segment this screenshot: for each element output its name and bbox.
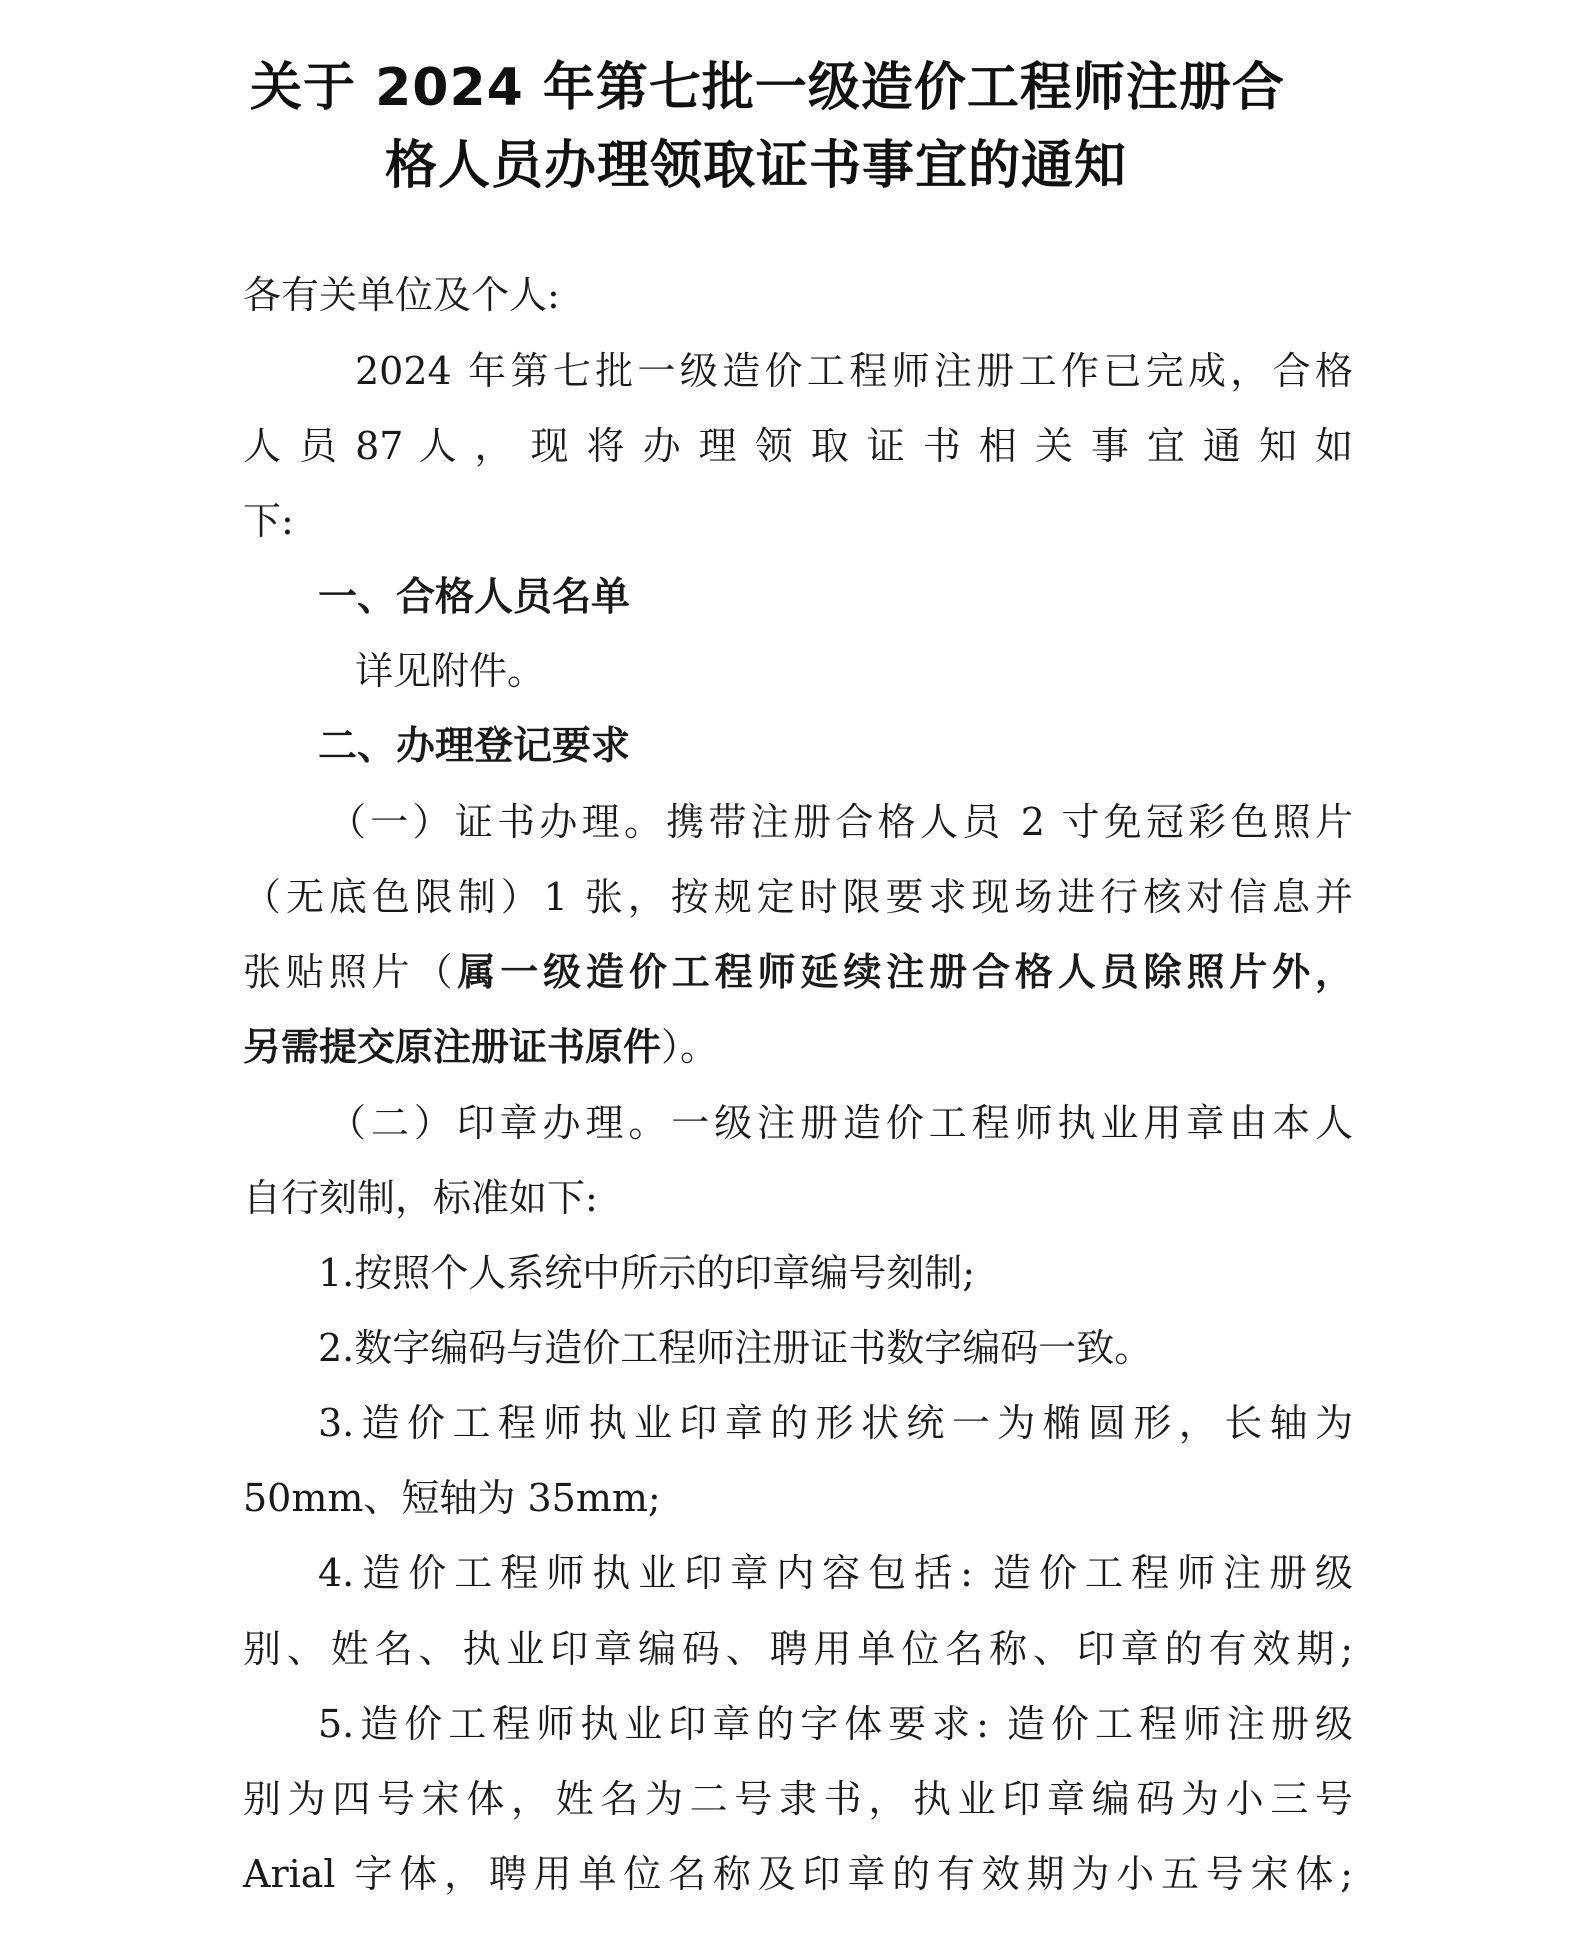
section-2-heading: 二、办理登记要求 [318,724,631,769]
item-1-line-4 [243,1025,1353,1069]
item-2-line-1: （二）印章办理。一级注册造价工程师执业用章由本人 [328,1101,1353,1145]
standard-2: 2.数字编码与造价工程师注册证书数字编码一致。 [318,1326,1153,1370]
section-1-body: 详见附件。 [355,649,546,693]
item-1-line-3-bold: 属一级造价工程师延续注册合格人员除照片外， [457,950,1353,994]
item-1-line-3-plain: 张贴照片（ [243,950,458,994]
document-title-line-1: 关于 2024 年第七批一级造价工程师注册合 [250,58,1285,118]
standard-4-line-1: 4.造价工程师执业印章内容包括: 造价工程师注册级 [318,1551,1353,1595]
item-1-line-4-bold: 另需提交原注册证书原件 [243,1025,662,1069]
standard-5-line-2: 别为四号宋体，姓名为二号隶书，执业印章编码为小三号 [243,1777,1353,1821]
standard-3-line-2: 50mm、短轴为 35mm; [243,1476,661,1520]
item-1-line-1: （一）证书办理。携带注册合格人员 2 寸免冠彩色照片 [328,800,1353,844]
item-2-line-2: 自行刻制，标准如下: [243,1176,598,1220]
intro-line-2: 人 员 87 人 ， 现 将 办 理 领 取 证 书 相 关 事 宜 通 知 如 [243,424,1353,468]
standard-3-line-1: 3.造价工程师执业印章的形状统一为椭圆形，长轴为 [318,1401,1353,1445]
document-title-line-2: 格人员办理领取证书事宜的通知 [385,136,1128,196]
standard-5-line-1: 5.造价工程师执业印章的字体要求: 造价工程师注册级 [318,1702,1353,1746]
intro-line-1: 2024 年第七批一级造价工程师注册工作已完成，合格 [355,349,1353,393]
standard-4-line-2: 别、姓名、执业印章编码、聘用单位名称、印章的有效期; [243,1627,1353,1671]
salutation: 各有关单位及个人: [243,273,560,317]
item-1-line-4-plain: ）。 [661,1025,719,1069]
section-1-heading: 一、合格人员名单 [318,575,631,620]
standard-5-line-3: Arial 字体，聘用单位名称及印章的有效期为小五号宋体; [243,1852,1353,1896]
standard-1: 1.按照个人系统中所示的印章编号刻制; [318,1251,976,1295]
intro-line-3: 下: [243,499,294,543]
item-1-line-2: （无底色限制）1 张，按规定时限要求现场进行核对信息并 [243,875,1353,919]
item-1-line-3 [243,950,1353,994]
